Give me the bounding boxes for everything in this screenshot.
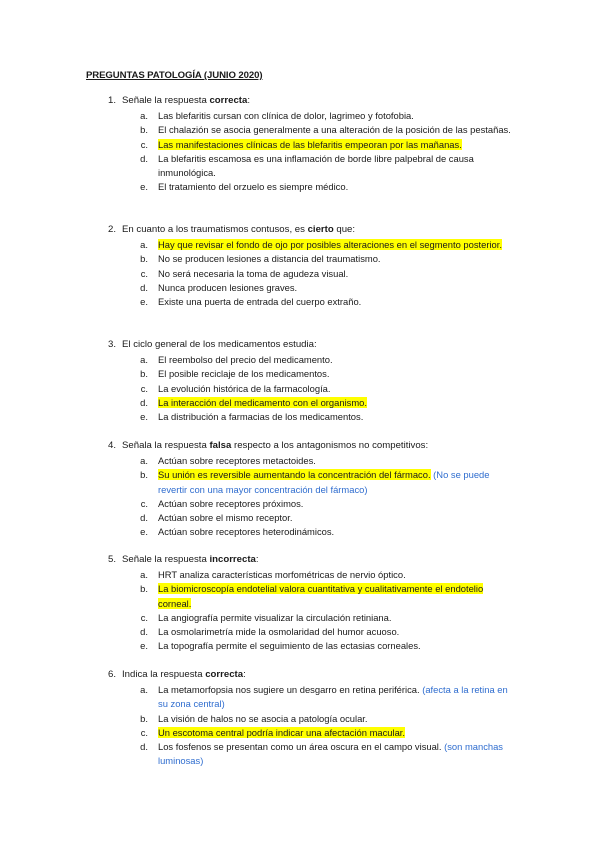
question-number: 2. bbox=[107, 224, 116, 235]
question-4 bbox=[86, 439, 526, 540]
option-c: c. Actúan sobre receptores próximos. bbox=[140, 497, 304, 509]
option-a: a. La metamorfopsia nos sugiere un desgarro en retina periférica. (afecta a la retina en su zona central) bbox=[140, 684, 508, 710]
option-b-correct: b. La biomicroscopía endotelial valora cuantitativa y cualitativamente el endotelio corneal. bbox=[140, 583, 484, 609]
question-number: 4. bbox=[107, 440, 116, 451]
option-b: b. No se producen lesiones a distancia del traumatismo. bbox=[140, 253, 381, 265]
answer-note: (afecta a la retina en su zona central) bbox=[158, 684, 508, 710]
option-e: e. La distribución a farmacias de los medicamentos. bbox=[140, 411, 364, 423]
option-a-correct: a. Hay que revisar el fondo de ojo por posibles alteraciones en el segmento posterior. bbox=[140, 239, 502, 250]
option-e: e. La topografía permite el seguimiento de las ectasias corneales. bbox=[140, 640, 421, 652]
question-text: Señale la respuesta correcta: bbox=[122, 95, 251, 106]
option-d: d. Los fosfenos se presentan como un área oscura en el campo visual. (son manchas luminosas) bbox=[140, 741, 503, 767]
question-text: Indica la respuesta correcta: bbox=[122, 669, 246, 680]
question-text: El ciclo general de los medicamentos estudia: bbox=[122, 339, 317, 350]
option-d: d. La blefaritis escamosa es una inflamación de borde libre palpebral de causa inmunológica. bbox=[140, 152, 474, 179]
question-3 bbox=[86, 338, 526, 424]
question-2 bbox=[86, 223, 526, 309]
option-b: b. La visión de halos no se asocia a patología ocular. bbox=[140, 712, 368, 724]
question-6 bbox=[86, 668, 526, 769]
question-number: 6. bbox=[107, 669, 116, 680]
question-text: Señale la respuesta incorrecta: bbox=[122, 554, 259, 565]
question-text: En cuanto a los traumatismos contusos, es cierto que: bbox=[122, 224, 356, 235]
option-a: a. El reembolso del precio del medicamento. bbox=[140, 354, 333, 365]
question-number: 3. bbox=[107, 339, 116, 350]
option-d: d. La osmolarimetría mide la osmolaridad del humor acuoso. bbox=[140, 626, 400, 638]
option-d: d. Nunca producen lesiones graves. bbox=[140, 281, 298, 293]
question-number: 5. bbox=[107, 554, 116, 565]
option-b-correct: b. Su unión es reversible aumentando la concentración del fármaco. (No se puede revertir con una mayor concentración del fármaco) bbox=[140, 469, 490, 495]
option-b: b. El chalazión se asocia generalmente a una alteración de la posición de las pestañas. bbox=[140, 124, 511, 136]
option-c: c. La angiografía permite visualizar la circulación retiniana. bbox=[140, 611, 392, 623]
answer-note: (son manchas luminosas) bbox=[158, 741, 503, 767]
question-number: 1. bbox=[107, 95, 116, 106]
option-b: b. El posible reciclaje de los medicamentos. bbox=[140, 368, 330, 380]
option-c-correct: c. Un escotoma central podría indicar una afectación macular. bbox=[140, 726, 406, 738]
option-d-correct: d. La interacción del medicamento con el organismo. bbox=[140, 396, 367, 408]
document-title: PREGUNTAS PATOLOGÍA (JUNIO 2020) bbox=[86, 70, 263, 81]
option-c: c. La evolución histórica de la farmacología. bbox=[140, 382, 331, 394]
option-e: e. Actúan sobre receptores heterodinámicos. bbox=[140, 526, 335, 538]
option-a: a. HRT analiza características morfométricas de nervio óptico. bbox=[140, 569, 406, 580]
option-c: c. No será necesaria la toma de agudeza visual. bbox=[140, 267, 349, 279]
question-5 bbox=[86, 553, 526, 654]
option-d: d. Actúan sobre el mismo receptor. bbox=[140, 512, 293, 524]
option-a: a. Las blefaritis cursan con clínica de dolor, lagrimeo y fotofobia. bbox=[140, 110, 414, 121]
question-1 bbox=[86, 94, 526, 195]
option-c-correct: c. Las manifestaciones clínicas de las blefaritis empeoran por las mañanas. bbox=[140, 138, 462, 150]
option-e: e. Existe una puerta de entrada del cuerpo extraño. bbox=[140, 296, 362, 308]
answer-note: (No se puede revertir con una mayor concentración del fármaco) bbox=[158, 469, 490, 495]
option-a: a. Actúan sobre receptores metactoides. bbox=[140, 455, 316, 466]
question-text: Señala la respuesta falsa respecto a los antagonismos no competitivos: bbox=[122, 440, 429, 451]
option-e: e. El tratamiento del orzuelo es siempre médico. bbox=[140, 181, 349, 193]
